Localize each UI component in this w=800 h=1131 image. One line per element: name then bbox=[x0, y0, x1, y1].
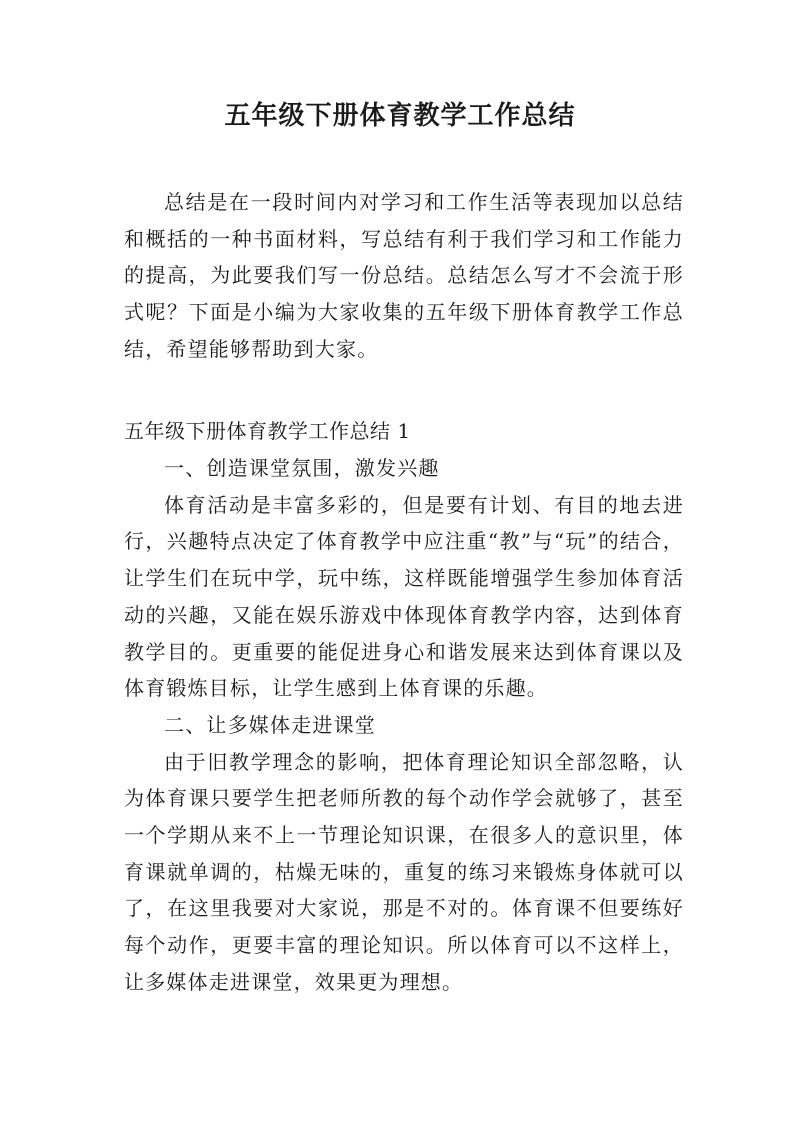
section-body bbox=[124, 450, 684, 1001]
intro-block bbox=[124, 184, 684, 368]
paragraph-2: 由于旧教学理念的影响，把体育理论知识全部忽略，认为体育课只要学生把老师所教的每个动作学会就够了，甚至一个学期从来不上一节理论知识课，在很多人的意识里，体育课就单调的，枯燥无味的，重复的练习来锻炼身体就可以了，在这里我要对大家说，那是不对的。体育课不但要练好每个动作，更要丰富的理论知识。所以体育可以不这样上，让多媒体走进课堂，效果更为理想。 bbox=[124, 749, 684, 994]
intro-paragraph: 总结是在一段时间内对学习和工作生活等表现加以总结和概括的一种书面材料，写总结有利于我们学习和工作能力的提高，为此要我们写一份总结。总结怎么写才不会流于形式呢？下面是小编为大家收集的五年级下册体育教学工作总结，希望能够帮助到大家。 bbox=[124, 190, 684, 361]
section-title: 五年级下册体育教学工作总结 1 bbox=[124, 419, 411, 443]
paragraph-1: 体育活动是丰富多彩的，但是要有计划、有目的地去进行，兴趣特点决定了体育教学中应注重“教”与“玩”的结合，让学生们在玩中学，玩中练，这样既能增强学生参加体育活动的兴趣，又能在娱乐游戏中体现体育教学内容，达到体育教学目的。更重要的能促进身心和谐发展来达到体育课以及体育锻炼目标，让学生感到上体育课的乐趣。 bbox=[124, 492, 684, 701]
subheading-1: 一、创造课堂氛围，激发兴趣 bbox=[164, 456, 440, 480]
subheading-2: 二、让多媒体走进课堂 bbox=[164, 712, 376, 737]
document-title: 五年级下册体育教学工作总结 bbox=[224, 101, 576, 131]
